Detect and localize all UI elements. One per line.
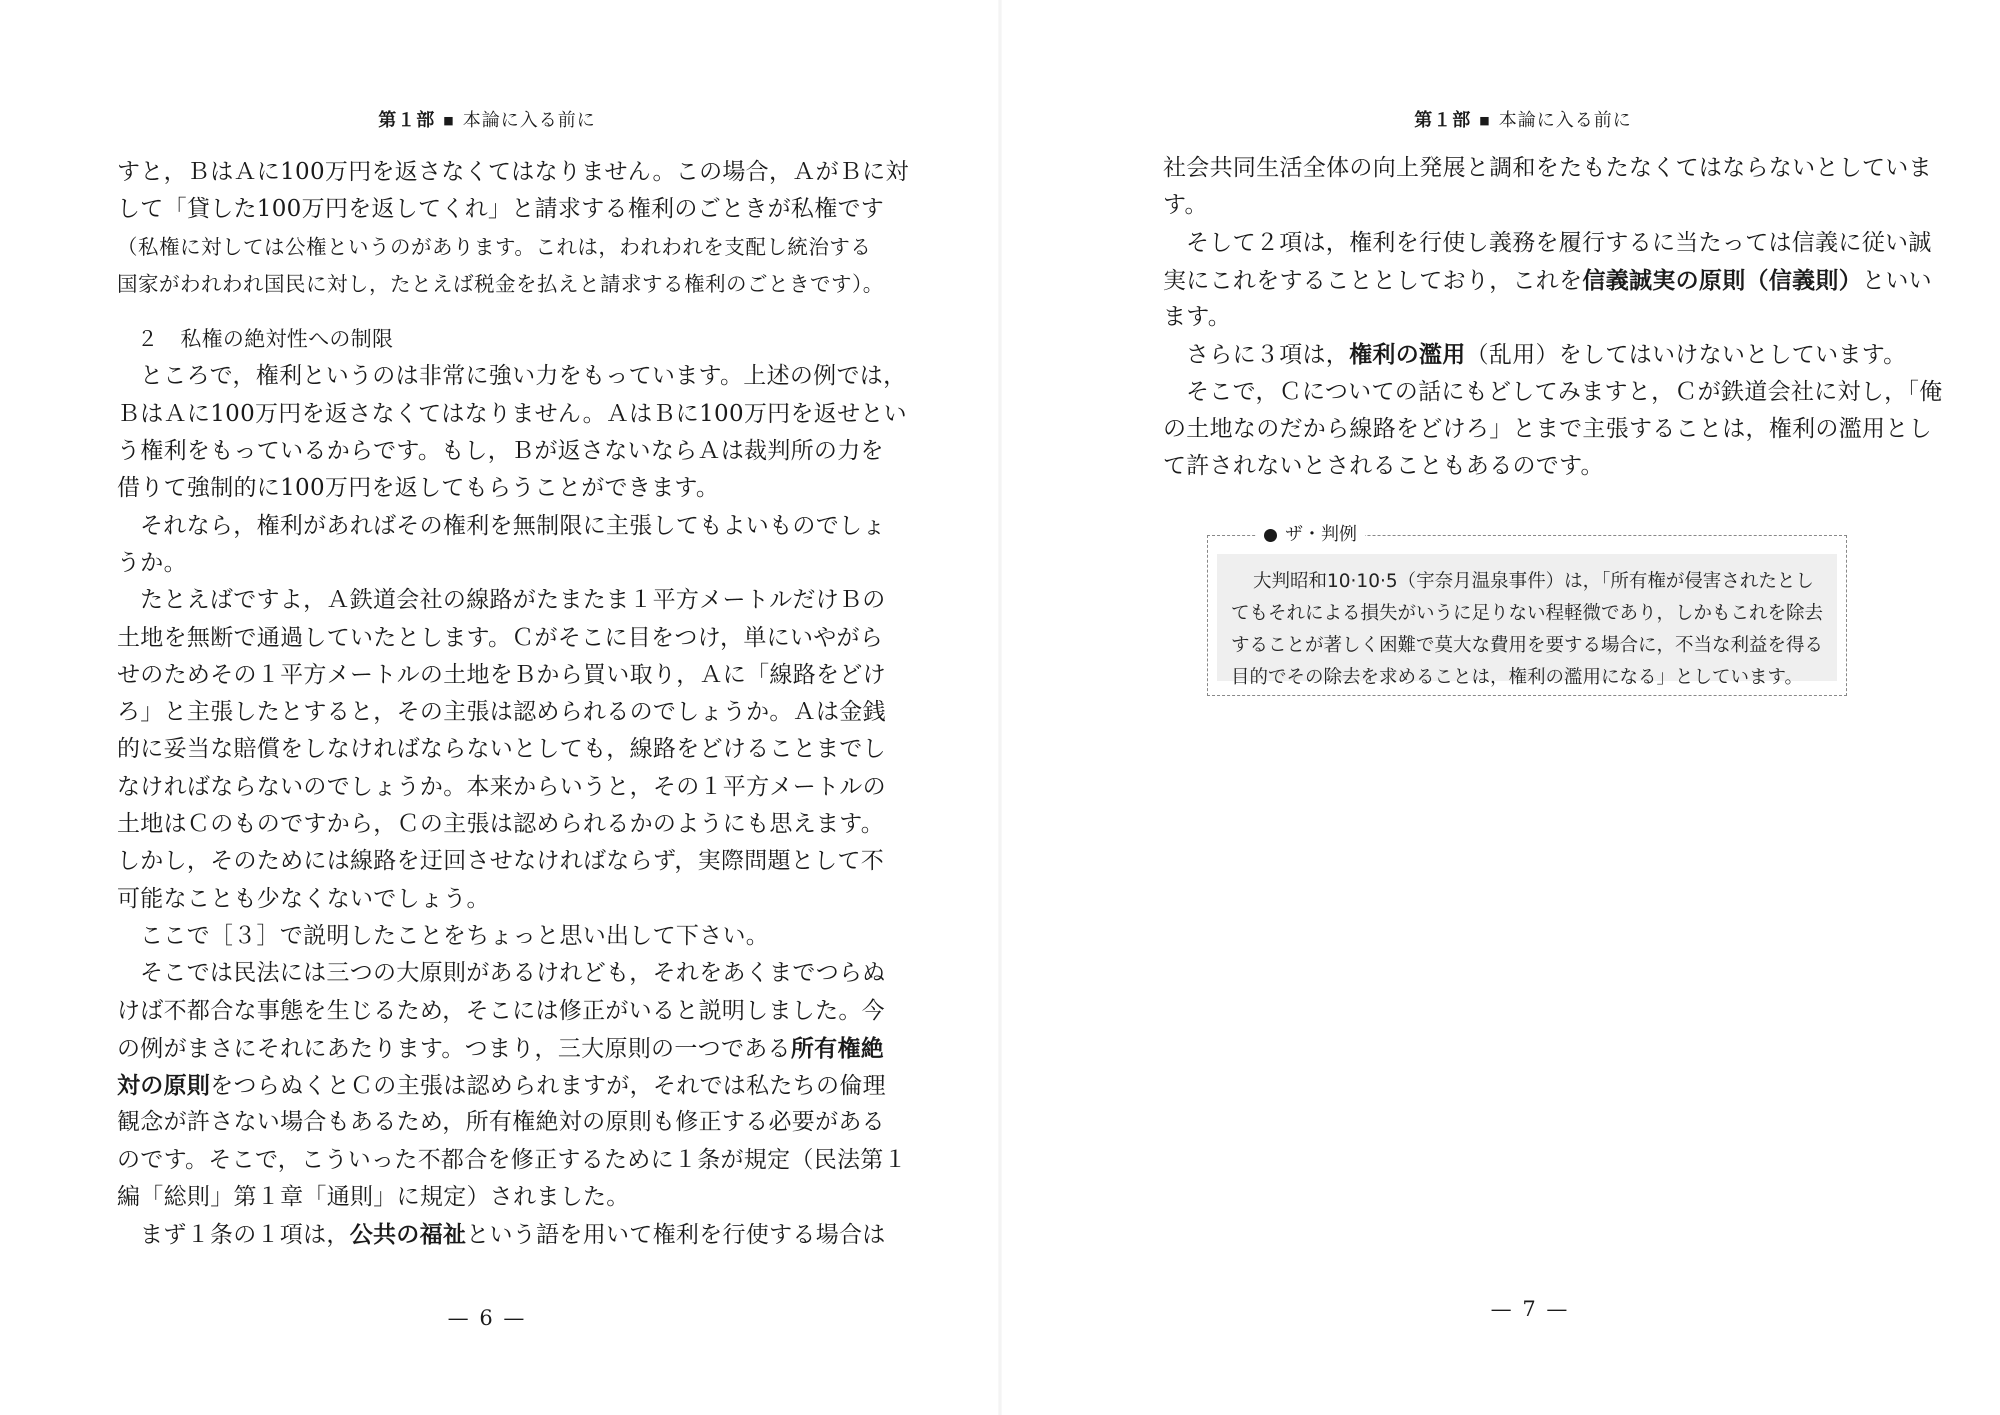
text-line: （私権に対しては公権というのがあります。これは，われわれを支配し統治する — [117, 234, 872, 259]
bullet-dot-icon — [1264, 529, 1277, 542]
section-title: 私権の絶対性への制限 — [180, 327, 394, 352]
page-number: — 6 — — [447, 1306, 527, 1330]
text-line: 可能なことも少なくないでしょう。 — [117, 885, 490, 912]
text-line: て許されないとされることもあるのです。 — [1163, 453, 1604, 480]
square-bullet-icon: ■ — [1479, 114, 1491, 127]
running-head — [1163, 108, 1883, 134]
text-line: 国家がわれわれ国民に対し，たとえば税金を払えと請求する権利のごときです）。 — [117, 271, 884, 296]
case-law-text — [1231, 566, 1843, 694]
term-abuse-of-rights: 権利の濫用 — [1349, 341, 1466, 369]
text-line: ます。 — [1163, 304, 1232, 331]
text-line: して「貸した100万円を返してくれ」と請求する権利のごときが私権です — [117, 196, 885, 223]
right-page — [1000, 0, 2000, 1415]
section-heading — [117, 321, 857, 358]
section-number: ２ — [137, 327, 159, 352]
running-head-title: 本論に入る前に — [462, 110, 596, 131]
text-line: なければならないのでしょうか。本来からいうと，その１平方メートルの — [117, 773, 886, 800]
text-line: の土地なのだから線路をどけろ」とまで主張することは，権利の濫用とし — [1163, 416, 1932, 443]
term-public-welfare: 公共の福祉 — [349, 1221, 467, 1249]
text-line: のです。そこで，こういった不都合を修正するために１条が規定（民法第１ — [117, 1146, 907, 1173]
body-text — [117, 154, 909, 1254]
text-line: ところで，権利というのは非常に強い力をもっています。上述の例では， — [140, 363, 907, 390]
term-good-faith: 信義誠実の原則（信義則） — [1582, 266, 1863, 294]
text-line: そこでは民法には三つの大原則があるけれども，それをあくまでつらぬ — [140, 960, 886, 987]
case-law-label: ザ・判例 — [1256, 522, 1365, 548]
running-head-part: 第１部 — [378, 110, 436, 131]
running-head-title: 本論に入る前に — [1498, 110, 1632, 131]
text-line: 社会共同生活全体の向上発展と調和をたもたなくてはならないとしていま — [1163, 155, 1932, 181]
case-line: 大判昭和10·10·5（宇奈月温泉事件）は，「所有権が侵害されたとし — [1253, 571, 1814, 592]
running-head-part: 第１部 — [1414, 110, 1472, 131]
text-line: そこで，Ｃについての話にもどしてみますと，Ｃが鉄道会社に対し，「俺 — [1186, 378, 1943, 405]
text-line: それなら，権利があればその権利を無制限に主張してもよいものでしょ — [140, 512, 886, 539]
text-line: たとえばですよ，Ａ鉄道会社の線路がたまたま１平方メートルだけＢの — [140, 587, 886, 614]
page-number: — 7 — — [1490, 1297, 1570, 1321]
text-line: そして２項は，権利を行使し義務を履行するに当たっては信義に従い誠 — [1186, 229, 1932, 256]
text-line: うか。 — [117, 549, 187, 576]
case-law-box — [1207, 524, 1847, 696]
case-line: 目的でその除去を求めることは，権利の濫用になる」としています。 — [1231, 667, 1804, 688]
text-line: ＢはＡに100万円を返さなくてはなりません。ＡはＢに100万円を返せとい — [117, 400, 907, 427]
case-line: てもそれによる損失がいうに足りない程軽微であり，しかもこれを除去 — [1231, 603, 1824, 624]
case-law-shading — [1217, 554, 1837, 688]
text-line: 土地はＣのものですから，Ｃの主張は認められるかのようにも思えます。 — [117, 811, 885, 838]
paragraph-gap — [117, 303, 857, 321]
square-bullet-icon: ■ — [443, 114, 455, 127]
text-line: せのためその１平方メートルの土地をＢから買い取り，Ａに「線路をどけ — [117, 661, 886, 688]
text-line: まず１条の１項は，公共の福祉という語を用いて権利を行使する場合は — [140, 1221, 886, 1249]
text-line: 的に妥当な賠償をしなければならないとしても，線路をどけることまでし — [117, 736, 886, 763]
text-line: の例がまさにそれにあたります。つまり，三大原則の一つである所有権絶 — [117, 1034, 885, 1062]
text-line: さらに３項は，権利の濫用（乱用）をしてはいけないとしています。 — [1186, 341, 1907, 369]
text-line: 観念が許さない場合もあるため，所有権絶対の原則も修正する必要がある — [117, 1109, 885, 1136]
text-line: う権利をもっているからです。もし，Ｂが返さないならＡは裁判所の力を — [117, 438, 884, 465]
text-line: す。 — [1163, 192, 1208, 219]
text-line: 土地を無断で通過していたとします。Ｃがそこに目をつけ，単にいやがら — [117, 624, 884, 651]
text-line: 対の原則をつらぬくとＣの主張は認められますが，それでは私たちの倫理 — [117, 1072, 886, 1100]
body-text — [1163, 150, 1943, 486]
text-line: すと，ＢはＡに100万円を返さなくてはなりません。この場合，ＡがＢに対 — [117, 159, 909, 185]
text-line: ここで［３］で説明したことをちょっと思い出して下さい。 — [140, 922, 770, 949]
text-line: 借りて強制的に100万円を返してもらうことができます。 — [117, 475, 720, 502]
text-line: しかし，そのためには線路を迂回させなければならず，実際問題として不 — [117, 848, 885, 875]
text-line: 編「総則」第１章「通則」に規定）されました。 — [117, 1184, 630, 1211]
term-ownership-absolute-cont: 対の原則 — [117, 1072, 211, 1100]
running-head — [117, 108, 857, 134]
term-ownership-absolute: 所有権絶 — [790, 1034, 885, 1062]
case-line: することが著しく困難で莫大な費用を要する場合に，不当な利益を得る — [1231, 635, 1824, 656]
text-line: ろ」と主張したとすると，その主張は認められるのでしょうか。Ａは金銭 — [117, 699, 886, 726]
text-line: けば不都合な事態を生じるため，そこには修正がいると説明しました。今 — [117, 997, 885, 1024]
text-line: 実にこれをすることとしており，これを信義誠実の原則（信義則）といい — [1163, 266, 1932, 294]
